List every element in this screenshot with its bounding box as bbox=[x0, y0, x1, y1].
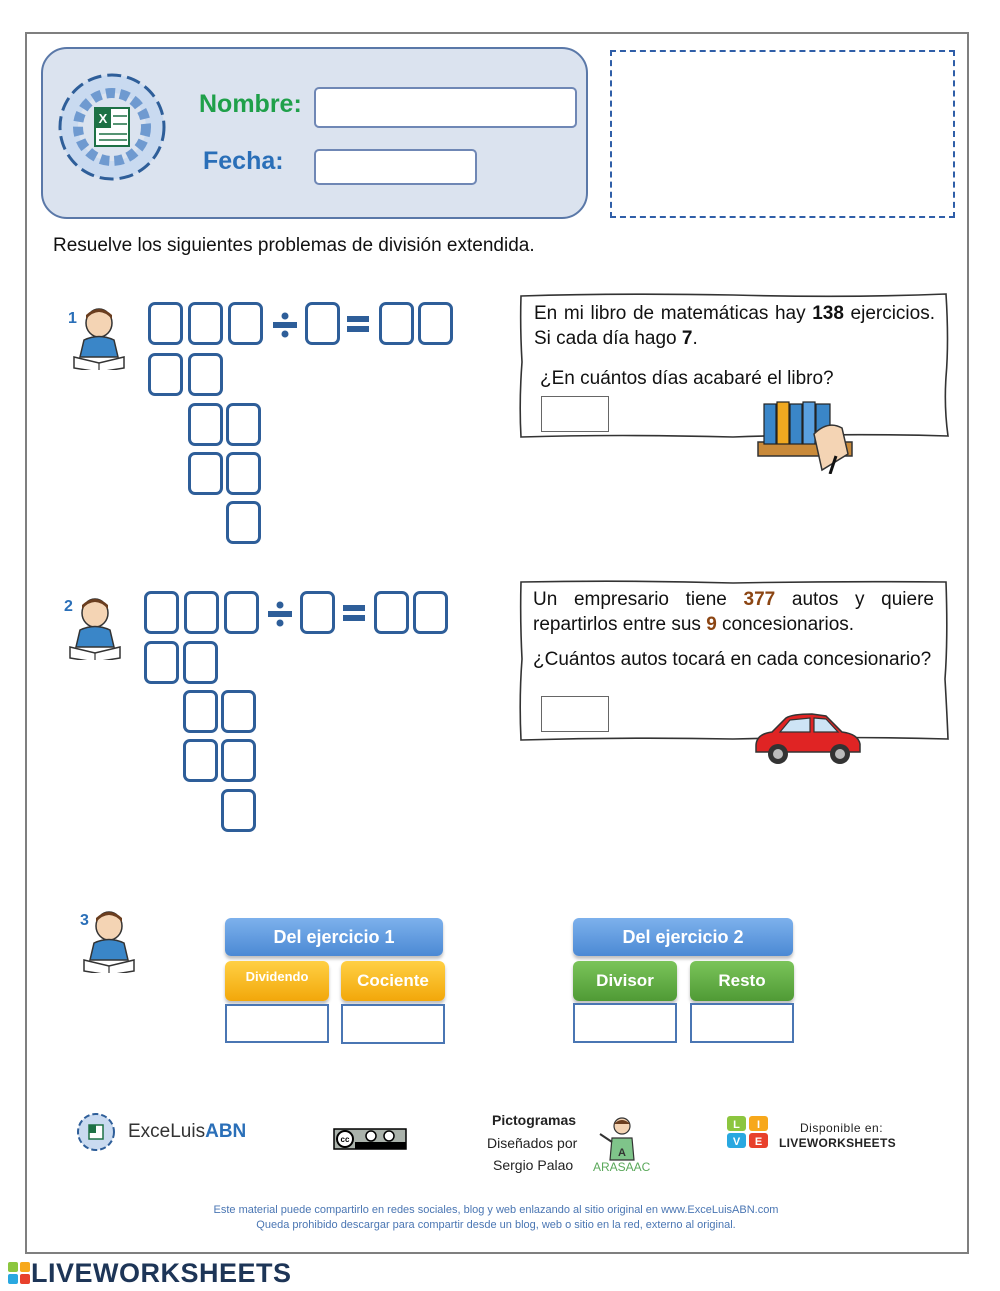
name-label: Nombre: bbox=[199, 90, 302, 118]
svg-text:L: L bbox=[733, 1119, 740, 1131]
car-icon bbox=[752, 710, 864, 766]
digit-box[interactable] bbox=[224, 591, 259, 634]
digit-box[interactable] bbox=[300, 591, 335, 634]
digit-box[interactable] bbox=[183, 739, 218, 782]
picto-line2: Diseñados por bbox=[487, 1135, 578, 1151]
divisor-answer[interactable] bbox=[573, 1003, 677, 1043]
reading-child-icon bbox=[72, 305, 127, 370]
digit-box[interactable] bbox=[226, 452, 261, 495]
cociente-label: Cociente bbox=[341, 961, 445, 1001]
divide-icon bbox=[263, 601, 297, 627]
resto-label: Resto bbox=[690, 961, 794, 1001]
answer-box[interactable] bbox=[541, 696, 609, 732]
digit-box[interactable] bbox=[221, 739, 256, 782]
digit-box[interactable] bbox=[188, 452, 223, 495]
equals-icon bbox=[341, 603, 369, 623]
digit-box[interactable] bbox=[228, 302, 263, 345]
dividendo-label: Dividendo bbox=[225, 961, 329, 1001]
liveworksheets-brand[interactable]: LIVEWORKSHEETS bbox=[31, 1258, 292, 1288]
reading-child-icon bbox=[68, 595, 123, 660]
digit-box[interactable] bbox=[221, 690, 256, 733]
divide-icon bbox=[268, 312, 302, 338]
divisor-label: Divisor bbox=[573, 961, 677, 1001]
liveworksheets-logo-icon bbox=[8, 1262, 30, 1284]
svg-text:I: I bbox=[756, 1119, 761, 1131]
excel-logo bbox=[55, 68, 170, 186]
group1-title: Del ejercicio 1 bbox=[225, 918, 443, 956]
problem-card-1 bbox=[518, 292, 950, 442]
digit-box[interactable] bbox=[413, 591, 448, 634]
digit-box[interactable] bbox=[183, 690, 218, 733]
problem-text: Un empresario tiene 377 autos y quiere repartirlos entre sus 9 concesionarios. bbox=[533, 589, 934, 635]
problem-question: ¿En cuántos días acabaré el libro? bbox=[540, 368, 834, 389]
live-logo-icon bbox=[726, 1115, 770, 1149]
digit-box[interactable] bbox=[226, 403, 261, 446]
svg-text:E: E bbox=[754, 1136, 763, 1148]
instruction-text: Resuelve los siguientes problemas de división extendida. bbox=[53, 235, 535, 256]
available-text: Disponible en: bbox=[800, 1121, 884, 1135]
notice-line1: Este material puede compartirlo en redes sociales, blog y web enlazando al sitio original en www.ExceLuisABN.com bbox=[213, 1204, 779, 1216]
exceluis-logo-icon bbox=[76, 1112, 116, 1152]
books-icon bbox=[756, 394, 854, 474]
digit-box[interactable] bbox=[144, 591, 179, 634]
cociente-answer[interactable] bbox=[341, 1004, 445, 1044]
digit-box[interactable] bbox=[188, 403, 223, 446]
digit-box[interactable] bbox=[221, 789, 256, 832]
digit-box[interactable] bbox=[144, 641, 179, 684]
cc-license-icon bbox=[333, 1128, 407, 1150]
digit-box[interactable] bbox=[226, 501, 261, 544]
svg-text:X: X bbox=[98, 111, 108, 126]
exercise-number: 1 bbox=[68, 310, 77, 327]
reading-child-icon bbox=[82, 908, 137, 973]
digit-box[interactable] bbox=[374, 591, 409, 634]
date-field[interactable] bbox=[314, 149, 477, 185]
digit-box[interactable] bbox=[379, 302, 414, 345]
problem-question: ¿Cuántos autos tocará en cada concesionario? bbox=[533, 649, 932, 670]
problem-text: En mi libro de matemáticas hay 138 ejercicios. Si cada día hago 7. bbox=[534, 303, 936, 349]
arasaac-text: ARASAAC bbox=[593, 1160, 651, 1174]
digit-box[interactable] bbox=[188, 302, 223, 345]
resto-answer[interactable] bbox=[690, 1003, 794, 1043]
name-field[interactable] bbox=[314, 87, 577, 128]
svg-text:A: A bbox=[618, 1147, 626, 1159]
digit-box[interactable] bbox=[188, 353, 223, 396]
digit-box[interactable] bbox=[183, 641, 218, 684]
grade-box[interactable] bbox=[610, 50, 955, 218]
group2-title: Del ejercicio 2 bbox=[573, 918, 793, 956]
dividendo-answer[interactable] bbox=[225, 1004, 329, 1043]
arasaac-figure-icon bbox=[596, 1116, 640, 1162]
digit-box[interactable] bbox=[305, 302, 340, 345]
exercise-number: 2 bbox=[64, 598, 73, 615]
notice-line2: Queda prohibido descargar para compartir desde un blog, web o sitio en la red, externo al original. bbox=[256, 1219, 736, 1231]
live-brand-text: LIVEWORKSHEETS bbox=[779, 1136, 896, 1150]
digit-box[interactable] bbox=[184, 591, 219, 634]
svg-text:V: V bbox=[732, 1136, 741, 1148]
digit-box[interactable] bbox=[418, 302, 453, 345]
picto-line3: Sergio Palao bbox=[493, 1157, 574, 1173]
exercise-number: 3 bbox=[80, 912, 89, 929]
exceluis-brand: ExceLuisABN bbox=[128, 1121, 247, 1142]
digit-box[interactable] bbox=[148, 302, 183, 345]
svg-text:cc: cc bbox=[340, 1135, 350, 1144]
date-label: Fecha: bbox=[203, 147, 284, 175]
equals-icon bbox=[345, 314, 373, 334]
answer-box[interactable] bbox=[541, 396, 609, 432]
problem-card-2 bbox=[518, 579, 950, 744]
digit-box[interactable] bbox=[148, 353, 183, 396]
picto-title: Pictogramas bbox=[492, 1112, 577, 1128]
